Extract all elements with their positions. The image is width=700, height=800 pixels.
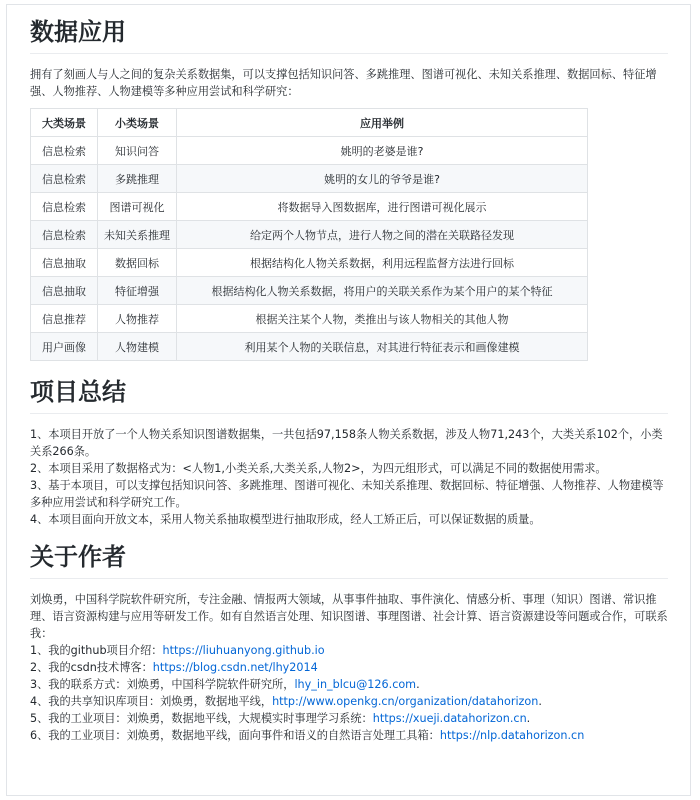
contact-label: 5、我的工业项目：刘焕勇，数据地平线，大规模实时事理学习系统： xyxy=(30,712,373,725)
readme-page xyxy=(6,4,691,796)
list-item xyxy=(30,642,668,659)
section-title-author: 关于作者 xyxy=(30,540,668,579)
table-cell: 姚明的女儿的爷爷是谁? xyxy=(177,165,588,193)
table-cell: 信息检索 xyxy=(31,193,98,221)
list-item xyxy=(30,676,668,693)
contact-suffix: . xyxy=(416,678,420,691)
table-cell: 信息检索 xyxy=(31,137,98,165)
github-link[interactable]: https://liuhuanyong.github.io xyxy=(162,644,325,657)
application-table xyxy=(30,108,588,361)
table-cell: 人物推荐 xyxy=(98,305,177,333)
list-item xyxy=(30,727,668,744)
table-cell: 信息抽取 xyxy=(31,249,98,277)
table-row xyxy=(31,193,588,221)
table-cell: 数据回标 xyxy=(98,249,177,277)
list-item xyxy=(30,659,668,676)
table-cell: 姚明的老婆是谁? xyxy=(177,137,588,165)
csdn-blog-link[interactable]: https://blog.csdn.net/lhy2014 xyxy=(152,661,318,674)
table-cell: 未知关系推理 xyxy=(98,221,177,249)
contact-list xyxy=(30,642,668,744)
table-row xyxy=(31,221,588,249)
contact-label: 2、我的csdn技术博客： xyxy=(30,661,153,674)
contact-label: 1、我的github项目介绍： xyxy=(30,644,163,657)
table-cell: 根据结构化人物关系数据，利用远程监督方法进行回标 xyxy=(177,249,588,277)
contact-label: 6、我的工业项目：刘焕勇，数据地平线，面向事件和语义的自然语言处理工具箱： xyxy=(30,729,440,742)
table-header-category: 大类场景 xyxy=(31,109,98,137)
table-cell: 信息检索 xyxy=(31,165,98,193)
author-intro: 刘焕勇，中国科学院软件研究所，专注金融、情报两大领域，从事事件抽取、事件演化、情感分析、事理（知识）图谱、常识推理、语言资源构建与应用等研发工作。如有自然语言处理、知识图谱、事理图谱、社会计算、语言资源建设等问题或合作，可联系我： xyxy=(30,593,668,640)
table-row xyxy=(31,333,588,361)
table-cell: 给定两个人物节点，进行人物之间的潜在关联路径发现 xyxy=(177,221,588,249)
list-item: 4、本项目面向开放文本，采用人物关系抽取模型进行抽取形成，经人工矫正后，可以保证数据的质量。 xyxy=(30,513,541,526)
table-cell: 信息检索 xyxy=(31,221,98,249)
table-cell: 特征增强 xyxy=(98,277,177,305)
table-row xyxy=(31,305,588,333)
table-cell: 信息推荐 xyxy=(31,305,98,333)
table-cell: 根据关注某个人物，类推出与该人物相关的其他人物 xyxy=(177,305,588,333)
table-row xyxy=(31,165,588,193)
list-item xyxy=(30,693,668,710)
list-item: 1、本项目开放了一个人物关系知识图谱数据集，一共包括97,158条人物关系数据，涉及人物71,243个，大类关系102个，小类关系266条。 xyxy=(30,428,663,458)
contact-label: 3、我的联系方式：刘焕勇，中国科学院软件研究所， xyxy=(30,678,295,691)
table-cell: 知识问答 xyxy=(98,137,177,165)
table-cell: 信息抽取 xyxy=(31,277,98,305)
table-cell: 根据结构化人物关系数据，将用户的关联关系作为某个用户的某个特征 xyxy=(177,277,588,305)
contact-label: 4、我的共享知识库项目：刘焕勇，数据地平线， xyxy=(30,695,273,708)
section-title-data-app: 数据应用 xyxy=(30,15,668,54)
table-row xyxy=(31,137,588,165)
table-cell: 将数据导入图数据库，进行图谱可视化展示 xyxy=(177,193,588,221)
table-cell: 人物建模 xyxy=(98,333,177,361)
summary-list xyxy=(30,426,668,528)
table-row xyxy=(31,249,588,277)
email-link[interactable]: lhy_in_blcu@126.com xyxy=(294,678,417,691)
table-cell: 利用某个人物的关联信息，对其进行特征表示和画像建模 xyxy=(177,333,588,361)
section-title-summary: 项目总结 xyxy=(30,375,668,414)
table-row xyxy=(31,277,588,305)
table-cell: 多跳推理 xyxy=(98,165,177,193)
table-header-row xyxy=(31,109,588,137)
table-cell: 图谱可视化 xyxy=(98,193,177,221)
table-header-example: 应用举例 xyxy=(177,109,588,137)
list-item: 3、基于本项目，可以支撑包括知识问答、多跳推理、图谱可视化、未知关系推理、数据回标、特征增强、人物推荐、人物建模等多种应用尝试和科学研究工作。 xyxy=(30,479,664,509)
data-app-intro: 拥有了刻画人与人之间的复杂关系数据集，可以支撑包括知识问答、多跳推理、图谱可视化、未知关系推理、数据回标、特征增强、人物推荐、人物建模等多种应用尝试和科学研究： xyxy=(30,68,657,98)
table-header-subcategory: 小类场景 xyxy=(98,109,177,137)
table-cell: 用户画像 xyxy=(31,333,98,361)
xueji-link[interactable]: https://xueji.datahorizon.cn xyxy=(372,712,527,725)
contact-suffix: . xyxy=(538,695,542,708)
openkg-link[interactable]: http://www.openkg.cn/organization/datahorizon xyxy=(272,695,539,708)
nlp-toolbox-link[interactable]: https://nlp.datahorizon.cn xyxy=(439,729,585,742)
list-item xyxy=(30,710,668,727)
contact-suffix: . xyxy=(526,712,531,725)
list-item: 2、本项目采用了数据格式为：<人物1,小类关系,大类关系,人物2>，为四元组形式，可以满足不同的数据使用需求。 xyxy=(30,462,607,475)
